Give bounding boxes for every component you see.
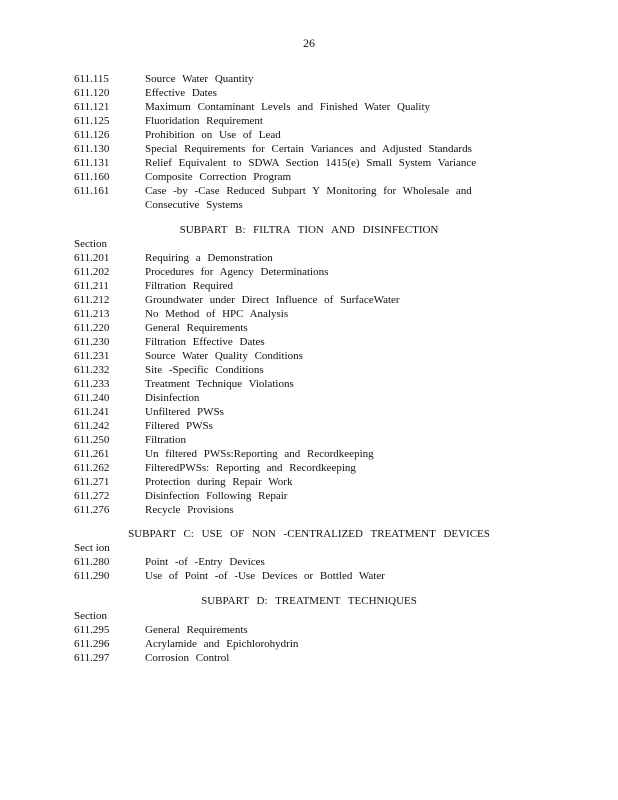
section-number: 611.240 (74, 392, 110, 404)
section-number: 611.250 (74, 434, 110, 446)
section-number: 611.115 (74, 73, 109, 85)
section-number: 611.297 (74, 652, 110, 664)
section-title: General Requirements (145, 322, 248, 334)
section-title: General Requirements (145, 624, 248, 636)
section-number: 611.276 (74, 504, 110, 516)
section-number: 611.242 (74, 420, 110, 432)
list-item (74, 114, 544, 128)
section-number: 611.296 (74, 638, 110, 650)
list-item (74, 293, 544, 307)
section-label: Sect ion (74, 542, 110, 554)
subpart-b-list (74, 251, 544, 517)
list-item (74, 72, 544, 86)
section-title: Corrosion Control (145, 652, 230, 664)
subpart-d-heading: SUBPART D: TREATMENT TECHNIQUES (201, 595, 417, 607)
list-item (74, 405, 544, 419)
list-item (74, 100, 544, 114)
section-title: Filtration (145, 434, 186, 446)
section-title: Special Requirements for Certain Variances and Adjusted Standards (145, 143, 472, 155)
section-number: 611.212 (74, 294, 110, 306)
section-title: Procedures for Agency Determinations (145, 266, 329, 278)
section-title: Treatment Technique Violations (145, 378, 294, 390)
section-number: 611.262 (74, 462, 110, 474)
subpart-a-list (74, 72, 544, 212)
section-title: Unfiltered PWSs (145, 406, 224, 418)
section-number: 611.280 (74, 556, 110, 568)
section-title: Effective Dates (145, 87, 217, 99)
section-number: 611.125 (74, 115, 110, 127)
section-number: 611.230 (74, 336, 110, 348)
list-item (74, 251, 544, 265)
section-number: 611.220 (74, 322, 110, 334)
subpart-c-section (74, 541, 544, 583)
list-item (74, 637, 544, 651)
list-item (74, 475, 544, 489)
subpart-d-section (74, 609, 544, 665)
list-item (74, 391, 544, 405)
list-item (74, 86, 544, 100)
section-title: Relief Equivalent to SDWA Section 1415(e) Small System Variance (145, 157, 477, 169)
section-title: FilteredPWSs: Reporting and Recordkeeping (145, 462, 356, 474)
section-label: Section (74, 610, 107, 622)
list-item (74, 569, 544, 583)
list-item (74, 349, 544, 363)
list-item (74, 170, 544, 184)
section-title: Un filtered PWSs:Reporting and Recordkeeping (145, 448, 374, 460)
list-item (74, 307, 544, 321)
section-title: Composite Correction Program (145, 171, 292, 183)
subpart-d-list (74, 623, 544, 665)
list-item (74, 128, 544, 142)
section-number: 611.121 (74, 101, 110, 113)
section-title: Source Water Quantity (145, 73, 254, 85)
section-number: 611.271 (74, 476, 110, 488)
section-number: 611.202 (74, 266, 110, 278)
section-number: 611.130 (74, 143, 110, 155)
list-item (74, 433, 544, 447)
section-title: Case -by -Case Reduced Subpart Y Monitoring for Wholesale and Consecutive Systems (145, 185, 472, 211)
section-number: 611.241 (74, 406, 110, 418)
list-item (74, 651, 544, 665)
list-item (74, 461, 544, 475)
section-title: Disinfection Following Repair (145, 490, 288, 502)
section-label: Section (74, 238, 107, 250)
page-number: 26 (303, 36, 315, 50)
section-title: No Method of HPC Analysis (145, 308, 289, 320)
section-title: Groundwater under Direct Influence of SurfaceWater (145, 294, 400, 306)
section-title: Acrylamide and Epichlorohydrin (145, 638, 299, 650)
list-item (74, 156, 544, 170)
section-number: 611.261 (74, 448, 110, 460)
section-title: Prohibition on Use of Lead (145, 129, 281, 141)
section-number: 611.213 (74, 308, 110, 320)
section-number: 611.126 (74, 129, 110, 141)
section-number: 611.272 (74, 490, 110, 502)
section-title: Filtered PWSs (145, 420, 213, 432)
section-title: Filtration Effective Dates (145, 336, 265, 348)
section-number: 611.295 (74, 624, 110, 636)
section-number: 611.290 (74, 570, 110, 582)
section-number: 611.160 (74, 171, 110, 183)
section-title: Disinfection (145, 392, 200, 404)
list-item (74, 623, 544, 637)
list-item (74, 363, 544, 377)
list-item (74, 321, 544, 335)
list-item (74, 279, 544, 293)
list-item (74, 265, 544, 279)
section-number: 611.232 (74, 364, 110, 376)
list-item (74, 555, 544, 569)
section-number: 611.211 (74, 280, 109, 292)
section-number: 611.233 (74, 378, 110, 390)
list-item (74, 419, 544, 433)
section-title: Maximum Contaminant Levels and Finished Water Quality (145, 101, 431, 113)
section-number: 611.201 (74, 252, 110, 264)
list-item (74, 335, 544, 349)
section-number: 611.120 (74, 87, 110, 99)
section-number: 611.161 (74, 185, 110, 197)
subpart-c-list (74, 555, 544, 583)
list-item (74, 377, 544, 391)
section-title: Fluoridation Requirement (145, 115, 263, 127)
section-title: Filtration Required (145, 280, 234, 292)
subpart-b-section (74, 237, 544, 517)
section-title: Use of Point -of -Use Devices or Bottled Water (145, 570, 385, 582)
subpart-c-heading: SUBPART C: USE OF NON -CENTRALIZED TREATMENT DEVICES (128, 528, 490, 540)
subpart-b-heading: SUBPART B: FILTRA TION AND DISINFECTION (179, 224, 439, 236)
section-number: 611.131 (74, 157, 110, 169)
list-item (74, 447, 544, 461)
section-title: Protection during Repair Work (145, 476, 293, 488)
list-item (74, 503, 544, 517)
list-item (74, 142, 544, 156)
section-title: Point -of -Entry Devices (145, 556, 265, 568)
list-item (74, 184, 544, 212)
section-title: Site -Specific Conditions (145, 364, 264, 376)
section-title: Recycle Provisions (145, 504, 234, 516)
section-title: Requiring a Demonstration (145, 252, 273, 264)
section-number: 611.231 (74, 350, 110, 362)
list-item (74, 489, 544, 503)
section-title: Source Water Quality Conditions (145, 350, 303, 362)
